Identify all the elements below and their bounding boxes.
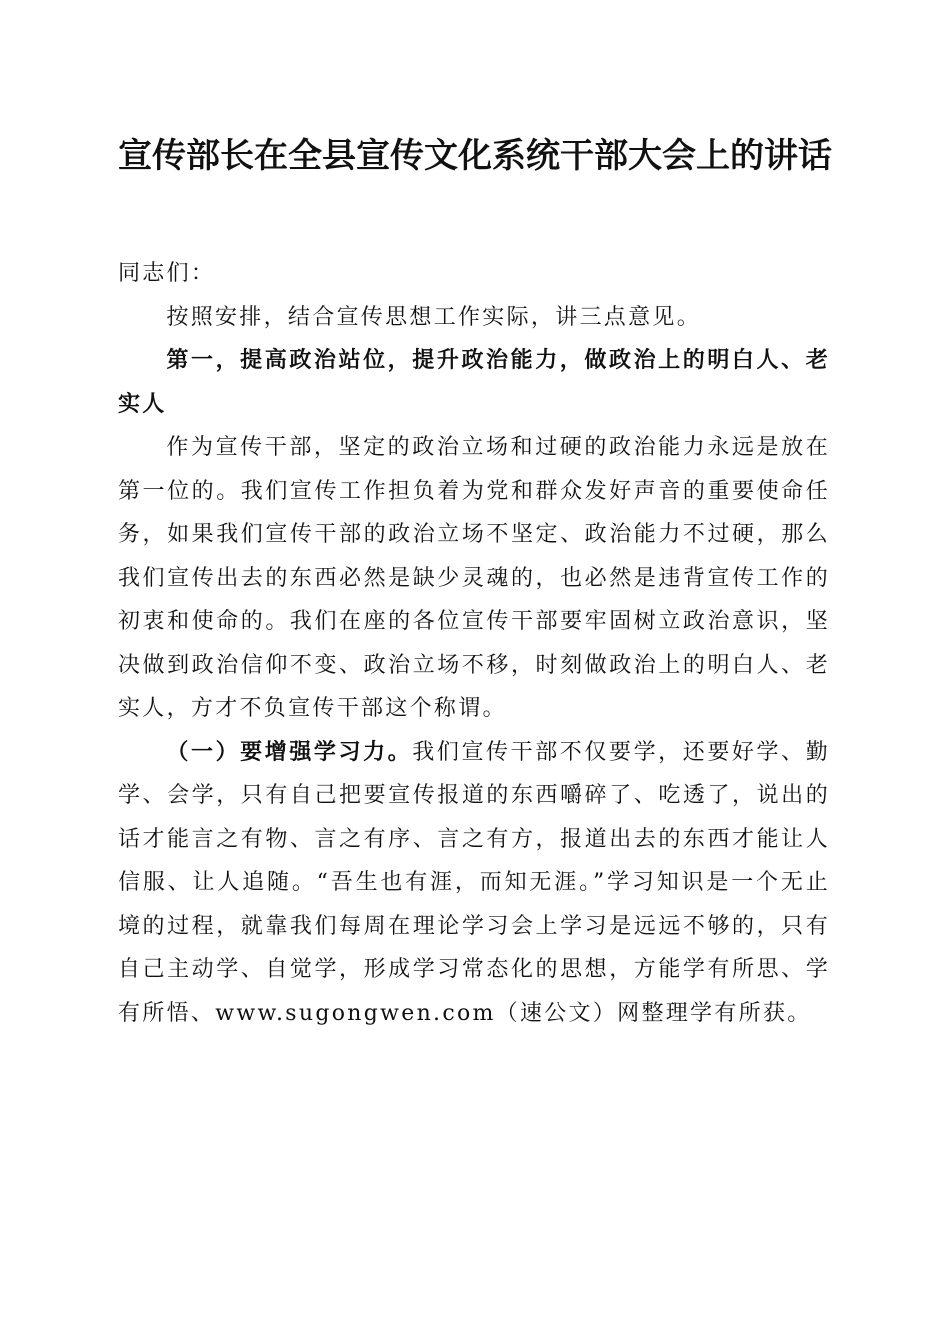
sub-section-text: 我们宣传干部不仅要学，还要好学、勤学、会学，只有自己把要宣传报道的东西嚼碎了、吃透了，说出的话才能言之有物、言之有序、言之有方，报道出去的东西才能让人信服、让人追随。“吾生也有涯，而知无涯。”学习知识是一个无止境的过程，就靠我们每周在理论学习会上学习是远远不够的，只有自己主动学、自觉学，形成学习常态化的思想，方能学有所思、学有所悟、www.sugongwen.com（速公文）网整理学有所获。 [118,739,830,1026]
document-title: 宣传部长在全县宣传文化系统干部大会上的讲话 [118,136,832,176]
salutation: 同志们： [118,261,216,286]
intro-paragraph: 按照安排，结合宣传思想工作实际，讲三点意见。 [166,304,701,330]
section-heading: 第一，提高政治站位，提升政治能力，做政治上的明白人、老实人 [118,347,830,417]
sub-section-label: （一）要增强学习力。 [166,738,413,765]
document-body [118,252,830,1035]
section-paragraph: 作为宣传干部，坚定的政治立场和过硬的政治能力永远是放在第一位的。我们宣传工作担负着为党和群众发好声音的重要使命任务，如果我们宣传干部的政治立场不坚定、政治能力不过硬，那么我们宣传出去的东西必然是缺少灵魂的，也必然是违背宣传工作的初衷和使命的。我们在座的各位宣传干部要牢固树立政治意识，坚决做到政治信仰不变、政治立场不移，时刻做政治上的明白人、老实人，方才不负宣传干部这个称谓。 [118,435,830,721]
sub-section-paragraph [118,731,830,1036]
